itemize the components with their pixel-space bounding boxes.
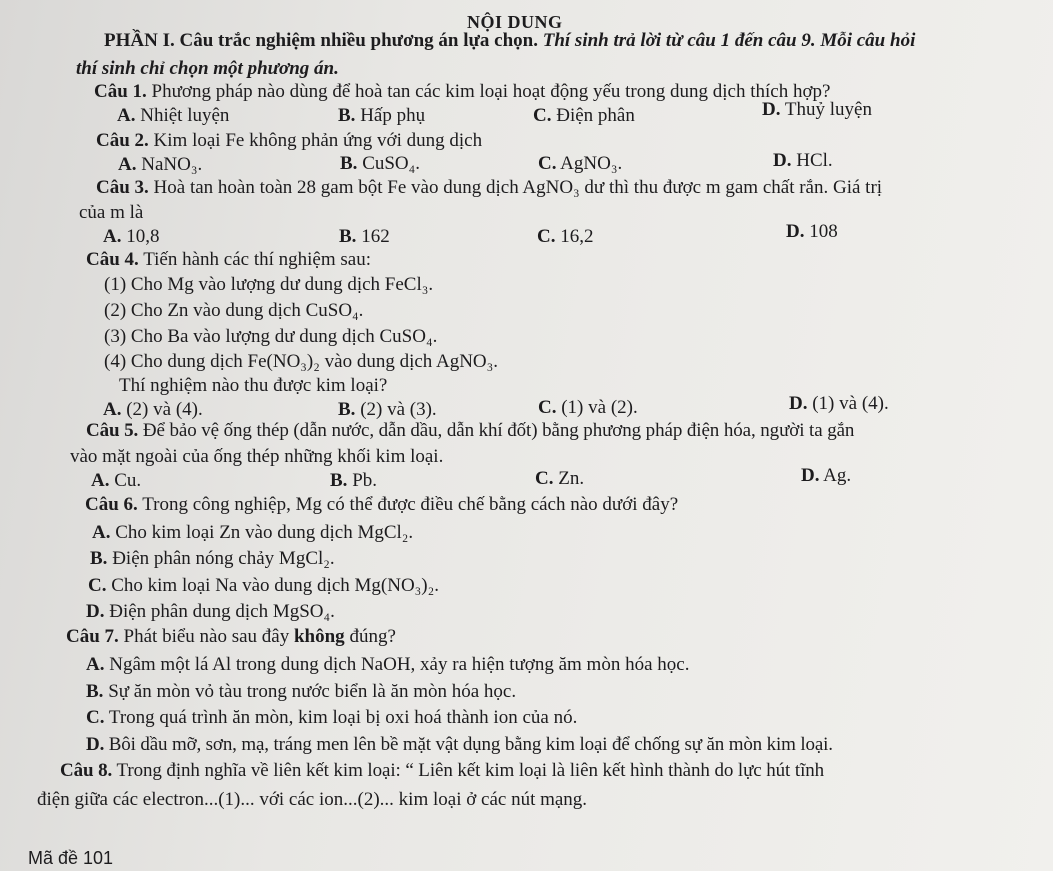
section-header: NỘI DUNG xyxy=(467,12,563,32)
question-4-number: Câu 4. xyxy=(86,249,139,270)
question-7-text-emphasis: không xyxy=(293,626,345,647)
q5-option-a-key: A. xyxy=(91,470,110,491)
q1-option-c[interactable] xyxy=(533,104,635,128)
q6-option-b-key: B. xyxy=(90,548,108,569)
q5-option-d-key: D. xyxy=(801,465,820,486)
question-7-text-post: đúng? xyxy=(344,626,396,647)
q7-option-b[interactable] xyxy=(86,680,516,704)
q2-option-d-text: HCl. xyxy=(791,150,833,171)
question-6 xyxy=(85,493,678,517)
q7-option-a[interactable] xyxy=(86,653,689,677)
part-title-line xyxy=(104,29,915,53)
part-instruction-1: Thí sinh trả lời từ câu 1 đến câu 9. Mỗi câu hỏi xyxy=(542,30,916,51)
q5-option-d[interactable] xyxy=(801,464,851,488)
q6-option-b[interactable] xyxy=(90,547,335,571)
part-title: PHẦN I. Câu trắc nghiệm nhiều phương án lựa chọn. xyxy=(104,30,538,51)
q2-option-a-key: A. xyxy=(118,154,137,175)
q1-option-a-key: A. xyxy=(117,105,136,126)
q7-option-b-text: Sự ăn mòn vỏ tàu trong nước biển là ăn mòn hóa học. xyxy=(103,681,517,702)
q5-option-c[interactable] xyxy=(535,467,584,491)
q6-option-c[interactable] xyxy=(88,574,439,598)
q1-option-a-text: Nhiệt luyện xyxy=(135,105,230,126)
q1-option-d[interactable] xyxy=(762,98,872,122)
q7-option-c-text: Trong quá trình ăn mòn, kim loại bị oxi hoá thành ion của nó. xyxy=(104,707,578,728)
question-3-text: Hoà tan hoàn toàn 28 gam bột Fe vào dung dịch AgNO₃ dư thì thu được m gam chất rắn. Giá trị xyxy=(148,177,883,198)
question-5 xyxy=(86,419,854,443)
q3-option-a-key: A. xyxy=(103,226,122,247)
q4-experiment-1: (1) Cho Mg vào lượng dư dung dịch FeCl₃. xyxy=(104,274,434,295)
q2-option-a-text: NaNO₃. xyxy=(136,154,203,175)
q1-option-a[interactable] xyxy=(117,104,229,128)
q5-option-b[interactable] xyxy=(330,469,377,493)
question-5-number: Câu 5. xyxy=(86,420,139,441)
question-1-text: Phương pháp nào dùng để hoà tan các kim loại hoạt động yếu trong dung dịch thích hợp? xyxy=(146,81,831,102)
q3-option-c-text: 16,2 xyxy=(555,226,594,247)
q2-option-c-key: C. xyxy=(538,153,557,174)
q5-option-b-text: Pb. xyxy=(347,470,378,491)
q7-option-d-text: Bôi dầu mỡ, sơn, mạ, tráng men lên bề mặt vật dụng bằng kim loại để chống sự ăn mòn kim loại. xyxy=(104,734,833,755)
q3-option-c[interactable] xyxy=(537,225,593,249)
q6-option-b-text: Điện phân nóng chảy MgCl₂. xyxy=(107,548,335,569)
exam-code: Mã đề 101 xyxy=(28,848,114,868)
q2-option-c[interactable] xyxy=(538,152,622,176)
q3-option-d[interactable] xyxy=(786,220,838,244)
q4-experiment-2: (2) Cho Zn vào dung dịch CuSO₄. xyxy=(104,300,364,321)
q4-option-b-key: B. xyxy=(338,399,356,420)
q7-option-c-key: C. xyxy=(86,707,105,728)
q7-option-d-key: D. xyxy=(86,734,105,755)
question-1-number: Câu 1. xyxy=(94,81,147,102)
question-8-text: Trong định nghĩa về liên kết kim loại: “ Liên kết kim loại là liên kết hình thành do lực hút tĩnh xyxy=(112,760,825,781)
question-2 xyxy=(96,129,482,153)
q3-option-b[interactable] xyxy=(339,225,390,249)
q1-option-b[interactable] xyxy=(338,104,425,128)
q2-option-b-key: B. xyxy=(340,153,358,174)
q6-option-c-key: C. xyxy=(88,575,107,596)
q2-option-d-key: D. xyxy=(773,150,792,171)
q6-option-d-key: D. xyxy=(86,601,105,622)
q3-option-b-key: B. xyxy=(339,226,357,247)
q7-option-d[interactable] xyxy=(86,733,833,757)
q3-option-d-key: D. xyxy=(786,221,805,242)
q7-option-a-key: A. xyxy=(86,654,105,675)
q3-option-b-text: 162 xyxy=(356,226,390,247)
q2-option-d[interactable] xyxy=(773,149,833,173)
question-1 xyxy=(94,80,830,104)
q7-option-b-key: B. xyxy=(86,681,104,702)
q4-option-b-text: (2) và (3). xyxy=(355,399,437,420)
q3-option-a[interactable] xyxy=(103,225,159,249)
q6-option-d-text: Điện phân dung dịch MgSO₄. xyxy=(104,601,335,622)
q7-option-a-text: Ngâm một lá Al trong dung dịch NaOH, xảy ra hiện tượng ăm mòn hóa học. xyxy=(104,654,690,675)
question-7-text-pre: Phát biểu nào sau đây xyxy=(118,626,294,647)
q4-option-c-key: C. xyxy=(538,397,557,418)
q4-experiment-4: (4) Cho dung dịch Fe(NO₃)₂ vào dung dịch AgNO₃. xyxy=(104,351,499,372)
q4-option-a-key: A. xyxy=(103,399,122,420)
question-2-number: Câu 2. xyxy=(96,130,149,151)
q4-option-a-text: (2) và (4). xyxy=(121,399,203,420)
question-4-text: Tiến hành các thí nghiệm sau: xyxy=(138,249,371,270)
question-3-text-2: của m là xyxy=(79,202,144,223)
q4-option-d[interactable] xyxy=(789,392,889,416)
q6-option-a-text: Cho kim loại Zn vào dung dịch MgCl₂. xyxy=(110,522,414,543)
q4-option-d-key: D. xyxy=(789,393,808,414)
q2-option-b[interactable] xyxy=(340,152,420,176)
q4-option-c[interactable] xyxy=(538,396,638,420)
q1-option-d-key: D. xyxy=(762,99,781,120)
q1-option-c-text: Điện phân xyxy=(551,105,635,126)
q3-option-c-key: C. xyxy=(537,226,556,247)
q7-option-c[interactable] xyxy=(86,706,577,730)
q6-option-c-text: Cho kim loại Na vào dung dịch Mg(NO₃)₂. xyxy=(106,575,439,596)
q1-option-d-text: Thuỷ luyện xyxy=(780,99,872,120)
q3-option-d-text: 108 xyxy=(804,221,838,242)
question-4 xyxy=(86,248,371,272)
q5-option-c-key: C. xyxy=(535,468,554,489)
q6-option-a[interactable] xyxy=(92,521,413,545)
question-6-text: Trong công nghiệp, Mg có thể được điều chế bằng cách nào dưới đây? xyxy=(137,494,679,515)
q4-option-c-text: (1) và (2). xyxy=(556,397,638,418)
q5-option-a-text: Cu. xyxy=(109,470,142,491)
q2-option-a[interactable] xyxy=(118,153,202,177)
q2-option-b-text: CuSO₄. xyxy=(357,153,421,174)
question-8 xyxy=(60,759,824,783)
part-instruction-2: thí sinh chỉ chọn một phương án. xyxy=(76,58,339,79)
q5-option-a[interactable] xyxy=(91,469,141,493)
question-3-number: Câu 3. xyxy=(96,177,149,198)
q3-option-a-text: 10,8 xyxy=(121,226,160,247)
question-3 xyxy=(96,176,882,200)
q4-question: Thí nghiệm nào thu được kim loại? xyxy=(119,375,388,396)
q5-option-b-key: B. xyxy=(330,470,348,491)
q1-option-c-key: C. xyxy=(533,105,552,126)
question-8-text-2: điện giữa các electron...(1)... với các ion...(2)... kim loại ở các nút mạng. xyxy=(37,789,588,810)
question-7 xyxy=(66,625,396,649)
q4-option-d-text: (1) và (4). xyxy=(807,393,889,414)
question-5-text-2: vào mặt ngoài của ống thép những khối kim loại. xyxy=(70,446,444,467)
question-7-number: Câu 7. xyxy=(66,626,119,647)
q4-experiment-3: (3) Cho Ba vào lượng dư dung dịch CuSO₄. xyxy=(104,326,438,347)
question-5-text: Để bảo vệ ống thép (dẫn nước, dẫn dầu, dẫn khí đốt) bằng phương pháp điện hóa, người ta gắn xyxy=(138,420,855,441)
q2-option-c-text: AgNO₃. xyxy=(556,153,623,174)
question-2-text: Kim loại Fe không phản ứng với dung dịch xyxy=(148,130,483,151)
q1-option-b-key: B. xyxy=(338,105,356,126)
q5-option-d-text: Ag. xyxy=(819,465,852,486)
q6-option-a-key: A. xyxy=(92,522,111,543)
question-8-number: Câu 8. xyxy=(60,760,113,781)
q1-option-b-text: Hấp phụ xyxy=(355,105,426,126)
question-6-number: Câu 6. xyxy=(85,494,138,515)
q5-option-c-text: Zn. xyxy=(553,468,585,489)
q6-option-d[interactable] xyxy=(86,600,335,624)
